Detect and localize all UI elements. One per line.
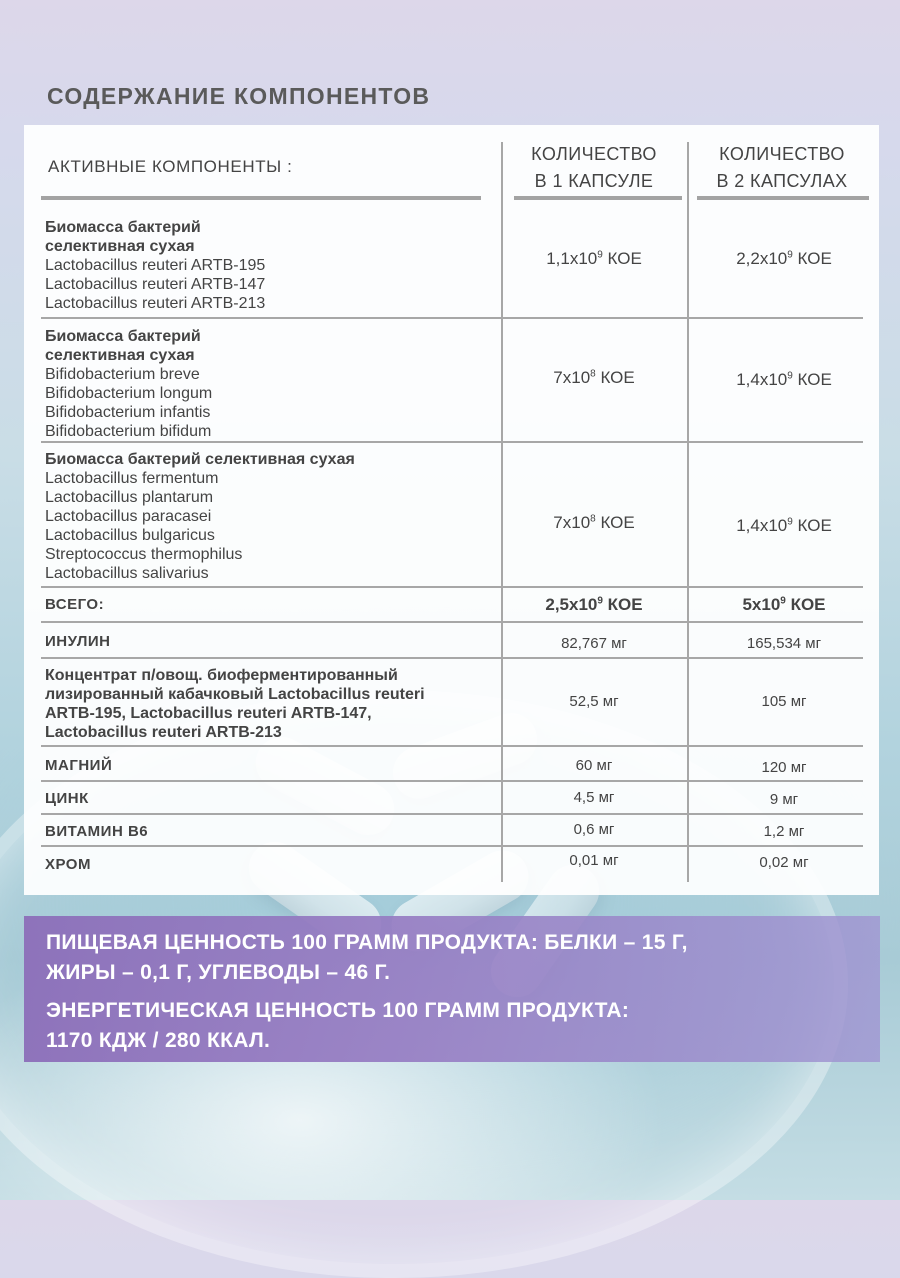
table-row-name — [45, 218, 485, 313]
inulin-label-text: ИНУЛИН — [45, 633, 111, 650]
row-divider — [41, 845, 863, 847]
strain-name: Lactobacillus plantarum — [45, 489, 214, 506]
concentrate-label — [45, 666, 485, 742]
strain-name: Lactobacillus paracasei — [45, 508, 212, 525]
magnesium-label — [45, 756, 485, 775]
inulin-2-capsules: 165,534 мг — [746, 635, 822, 652]
row-divider — [41, 317, 863, 319]
strain-name: Lactobacillus fermentum — [45, 470, 219, 487]
row-bold-text: Биомасса бактерий селективная сухая — [45, 451, 355, 468]
banner-line: ЖИРЫ – 0,1 Г, УГЛЕВОДЫ – 46 Г. — [46, 961, 391, 984]
row-divider — [41, 586, 863, 588]
row-divider — [41, 621, 863, 623]
header-line: В 2 КАПСУЛАХ — [716, 171, 848, 191]
header-line: КОЛИЧЕСТВО — [719, 144, 845, 164]
page-title: СОДЕРЖАНИЕ КОМПОНЕНТОВ — [47, 83, 431, 109]
strain-name: Lactobacillus bulgaricus — [45, 527, 215, 544]
strain-name: Bifidobacterium breve — [45, 366, 200, 383]
zinc-2-capsules: 9 мг — [769, 791, 799, 808]
chromium-2-capsules: 0,02 мг — [759, 854, 809, 871]
row-bold-text: Биомасса бактерий — [45, 328, 201, 345]
banner-line: ПИЩЕВАЯ ЦЕННОСТЬ 100 ГРАММ ПРОДУКТА: БЕЛКИ – 15 Г, — [46, 931, 688, 954]
strain-name: Bifidobacterium bifidum — [45, 423, 212, 440]
header-underline — [514, 196, 682, 200]
row-divider — [41, 780, 863, 782]
inulin-1-capsule: 82,767 мг — [561, 635, 627, 652]
chromium-1-capsule: 0,01 мг — [569, 852, 619, 869]
strain-name: Streptococcus thermophilus — [45, 546, 243, 563]
vitamin-b6-1-capsule: 0,6 мг — [573, 821, 615, 838]
table-row-name — [45, 327, 485, 441]
nutrition-value-text — [46, 928, 846, 988]
strain-name: Bifidobacterium longum — [45, 385, 213, 402]
vitamin-b6-label — [45, 822, 485, 841]
strain-name: Lactobacillus reuteri ARTB-195 — [45, 257, 266, 274]
concentrate-line: Концентрат п/овощ. биоферментированный — [45, 667, 398, 684]
energy-value-text — [46, 996, 846, 1056]
total-label — [45, 595, 485, 614]
chromium-label — [45, 855, 485, 874]
concentrate-line: ARTB-195, Lactobacillus reuteri ARTB-147, — [45, 705, 372, 722]
row-bold-text: селективная сухая — [45, 238, 195, 255]
header-qty-2-capsules — [687, 141, 877, 195]
magnesium-1-capsule: 60 мг — [575, 757, 613, 774]
components-table — [24, 125, 879, 895]
header-qty-1-capsule — [514, 141, 674, 195]
concentrate-1-capsule: 52,5 мг — [569, 693, 619, 710]
row-divider — [41, 745, 863, 747]
header-line: КОЛИЧЕСТВО — [531, 144, 657, 164]
banner-line: 1170 КДЖ / 280 ККАЛ. — [46, 1029, 271, 1052]
value-1-capsule: $1,1x10^9$ КОЕ — [546, 249, 642, 268]
value-1-capsule: $7x10^8$ КОЕ — [553, 368, 635, 387]
mineral-label-text: ЦИНК — [45, 790, 89, 807]
value-2-capsules: $2,2x10^9$ КОЕ — [736, 249, 832, 268]
total-label-text: ВСЕГО: — [45, 596, 105, 613]
row-divider — [41, 441, 863, 443]
strain-name: Lactobacillus salivarius — [45, 565, 209, 582]
row-divider — [41, 813, 863, 815]
zinc-1-capsule: 4,5 мг — [573, 789, 615, 806]
header-underline — [697, 196, 869, 200]
row-bold-text: Биомасса бактерий — [45, 219, 201, 236]
magnesium-2-capsules: 120 мг — [761, 759, 807, 776]
mineral-label-text: МАГНИЙ — [45, 757, 113, 774]
strain-name: Lactobacillus reuteri ARTB-213 — [45, 295, 266, 312]
column-divider — [501, 142, 503, 882]
header-active-components: АКТИВНЫЕ КОМПОНЕНТЫ : — [48, 157, 293, 176]
value-2-capsules: $1,4x10^9$ КОЕ — [736, 516, 832, 535]
total-2-capsules: $5x10^9$ КОЕ — [742, 595, 826, 614]
header-line: В 1 КАПСУЛЕ — [534, 171, 654, 191]
concentrate-line: лизированный кабачковый Lactobacillus reuteri — [45, 686, 425, 703]
strain-name: Bifidobacterium infantis — [45, 404, 211, 421]
header-underline — [41, 196, 481, 200]
table-row-name — [45, 450, 485, 583]
value-2-capsules: $1,4x10^9$ КОЕ — [736, 370, 832, 389]
mineral-label-text: ВИТАМИН В6 — [45, 823, 149, 840]
row-divider — [41, 657, 863, 659]
row-bold-text: селективная сухая — [45, 347, 195, 364]
banner-line: ЭНЕРГЕТИЧЕСКАЯ ЦЕННОСТЬ 100 ГРАММ ПРОДУКТА: — [46, 999, 630, 1022]
mineral-label-text: ХРОМ — [45, 856, 91, 873]
concentrate-line: Lactobacillus reuteri ARTB-213 — [45, 724, 282, 741]
zinc-label — [45, 789, 485, 808]
value-1-capsule: $7x10^8$ КОЕ — [553, 513, 635, 532]
vitamin-b6-2-capsules: 1,2 мг — [763, 823, 805, 840]
nutrition-banner — [24, 916, 880, 1062]
inulin-label — [45, 632, 485, 651]
total-1-capsule: $2,5x10^9$ КОЕ — [545, 595, 643, 614]
concentrate-2-capsules: 105 мг — [761, 693, 807, 710]
strain-name: Lactobacillus reuteri ARTB-147 — [45, 276, 266, 293]
